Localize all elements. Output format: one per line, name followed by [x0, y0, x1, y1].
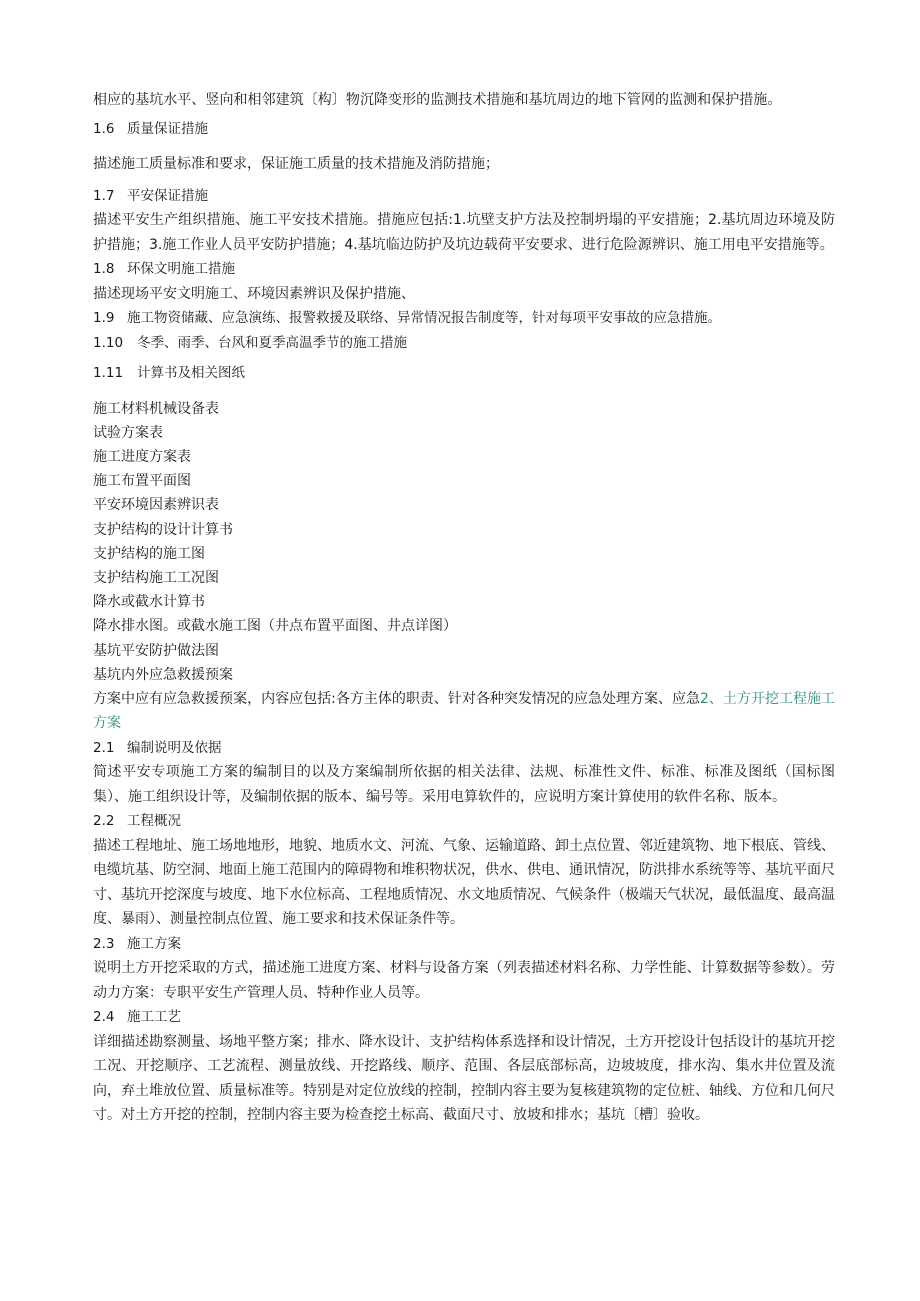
list-item: 基坑内外应急救援预案: [93, 666, 233, 683]
document-page: [93, 88, 835, 1128]
section-number: 2.2: [93, 813, 115, 830]
list-item: 施工进度方案表: [93, 448, 191, 465]
list-item: 降水排水图。或截水施工图（井点布置平面图、井点详图）: [93, 618, 457, 635]
section-title: 施工方案: [127, 935, 181, 952]
list-item: 施工材料机械设备表: [93, 400, 219, 417]
section-number: 1.8: [93, 261, 115, 277]
paragraph-emergency-plan: [93, 687, 835, 736]
section-title: 工程概况: [127, 813, 181, 830]
heading-1-7: [93, 184, 835, 209]
list-item: 支护结构的设计计算书: [93, 521, 233, 538]
heading-1-10: [93, 331, 835, 356]
section-number: 1.11: [93, 365, 124, 381]
paragraph-basis: 简述平安专项施工方案的编制目的以及方案编制所依据的相关法律、法规、标准性文件、标准、标准及图纸（国标图集）、施工组织设计等，及编制依据的版本、编号等。采用电算软件的，应说明方案计算使用的软件名称、版本。: [93, 764, 835, 805]
paragraph-quality: 描述施工质量标准和要求，保证施工质量的技术措施及消防措施；: [93, 156, 499, 172]
heading-2-3: [93, 932, 835, 957]
paragraph-environment: 描述现场平安文明施工、环境因素辨识及保护措施、: [93, 285, 415, 302]
section-number: 2.1: [93, 739, 115, 756]
paragraph-construction-plan: 说明土方开挖采取的方式，描述施工进度方案、材料与设备方案（列表描述材料名称、力学性能、计算数据等参数）。劳动力方案：专职平安生产管理人员、特种作业人员等。: [93, 960, 835, 1001]
section-title: 冬季、雨季、台风和夏季高温季节的施工措施: [137, 334, 407, 351]
paragraph-overview: 描述工程地址、施工场地地形，地貌、地质水文、河流、气象、运输道路、卸土点位置、邻近建筑物、地下根底、管线、电缆坑基、防空洞、地面上施工范围内的障碍物和堆积物状况，供水、供电、通讯情况，防洪排水系统等等、基坑平面尺寸、基坑开挖深度与坡度、地下水位标高、工程地质情况、水文地质情况、气候条件（极端天气状况，最低温度、最高温度、暴雨）、测量控制点位置、施工要求和技术保证条件等。: [93, 837, 835, 928]
section-title: 编制说明及依据: [127, 739, 222, 756]
list-item: 支护结构施工工况图: [93, 569, 219, 586]
heading-1-11: [93, 361, 835, 386]
section-title: 环保文明施工措施: [127, 261, 235, 277]
list-item: 施工布置平面图: [93, 473, 191, 490]
section-title: 计算书及相关图纸: [137, 365, 245, 381]
section-number: 1.6: [93, 120, 115, 137]
paragraph-process: 详细描述勘察测量、场地平整方案；排水、降水设计、支护结构体系选择和设计情况，土方开挖设计包括设计的基坑开挖工况、开挖顺序、工艺流程、测量放线、开挖路线、顺序、范围、各层底部标高，边坡坡度，排水沟、集水井位置及流向，弃土堆放位置、质量标准等。特别是对定位放线的控制，控制内容主要为复核建筑物的定位桩、轴线、方位和几何尺寸。对土方开挖的控制，控制内容主要为检查挖土标高、截面尺寸、放坡和排水；基坑〔槽〕验收。: [93, 1033, 835, 1124]
list-item: 降水或截水计算书: [93, 594, 205, 611]
section-number: 2.3: [93, 935, 115, 952]
heading-2-4: [93, 1005, 835, 1030]
list-item: 试验方案表: [93, 424, 163, 441]
heading-2-1: [93, 736, 835, 761]
section-title: 施工工艺: [127, 1009, 181, 1026]
paragraph-safety: 描述平安生产组织措施、施工平安技术措施。措施应包括:1.坑壁支护方法及控制坍塌的平安措施；2.基坑周边环境及防护措施；3.施工作业人员平安防护措施；4.基坑临边防护及坑边载荷平安要求、进行危险源辨识、施工用电平安措施等。: [93, 212, 835, 253]
section-2-title-link[interactable]: 2、土方开挖工程施工方案: [93, 690, 835, 732]
emergency-plan-text: 方案中应有应急救援预案，内容应包括:各方主体的职责、针对各种突发情况的应急处理方案、应急: [93, 690, 701, 707]
heading-1-6: [93, 117, 835, 142]
list-item: 基坑平安防护做法图: [93, 642, 219, 659]
list-item: 平安环境因素辨识表: [93, 497, 219, 514]
section-number: 1.10: [93, 334, 124, 351]
heading-1-9: [93, 306, 835, 331]
paragraph-monitoring: 相应的基坑水平、竖向和相邻建筑〔构〕物沉降变形的监测技术措施和基坑周边的地下管网的监测和保护措施。: [93, 92, 782, 108]
section-title: 平安保证措施: [127, 187, 208, 204]
section-title: 质量保证措施: [127, 120, 208, 137]
heading-1-8: [93, 257, 835, 282]
section-title: 施工物资储藏、应急演练、报警救援及联络、异常情况报告制度等，针对每项平安事故的应急措施。: [127, 310, 721, 326]
section-number: 1.7: [93, 187, 115, 204]
list-item: 支护结构的施工图: [93, 545, 205, 562]
document-list: [93, 397, 835, 687]
section-number: 1.9: [93, 310, 115, 326]
heading-2-2: [93, 809, 835, 834]
section-number: 2.4: [93, 1009, 115, 1026]
